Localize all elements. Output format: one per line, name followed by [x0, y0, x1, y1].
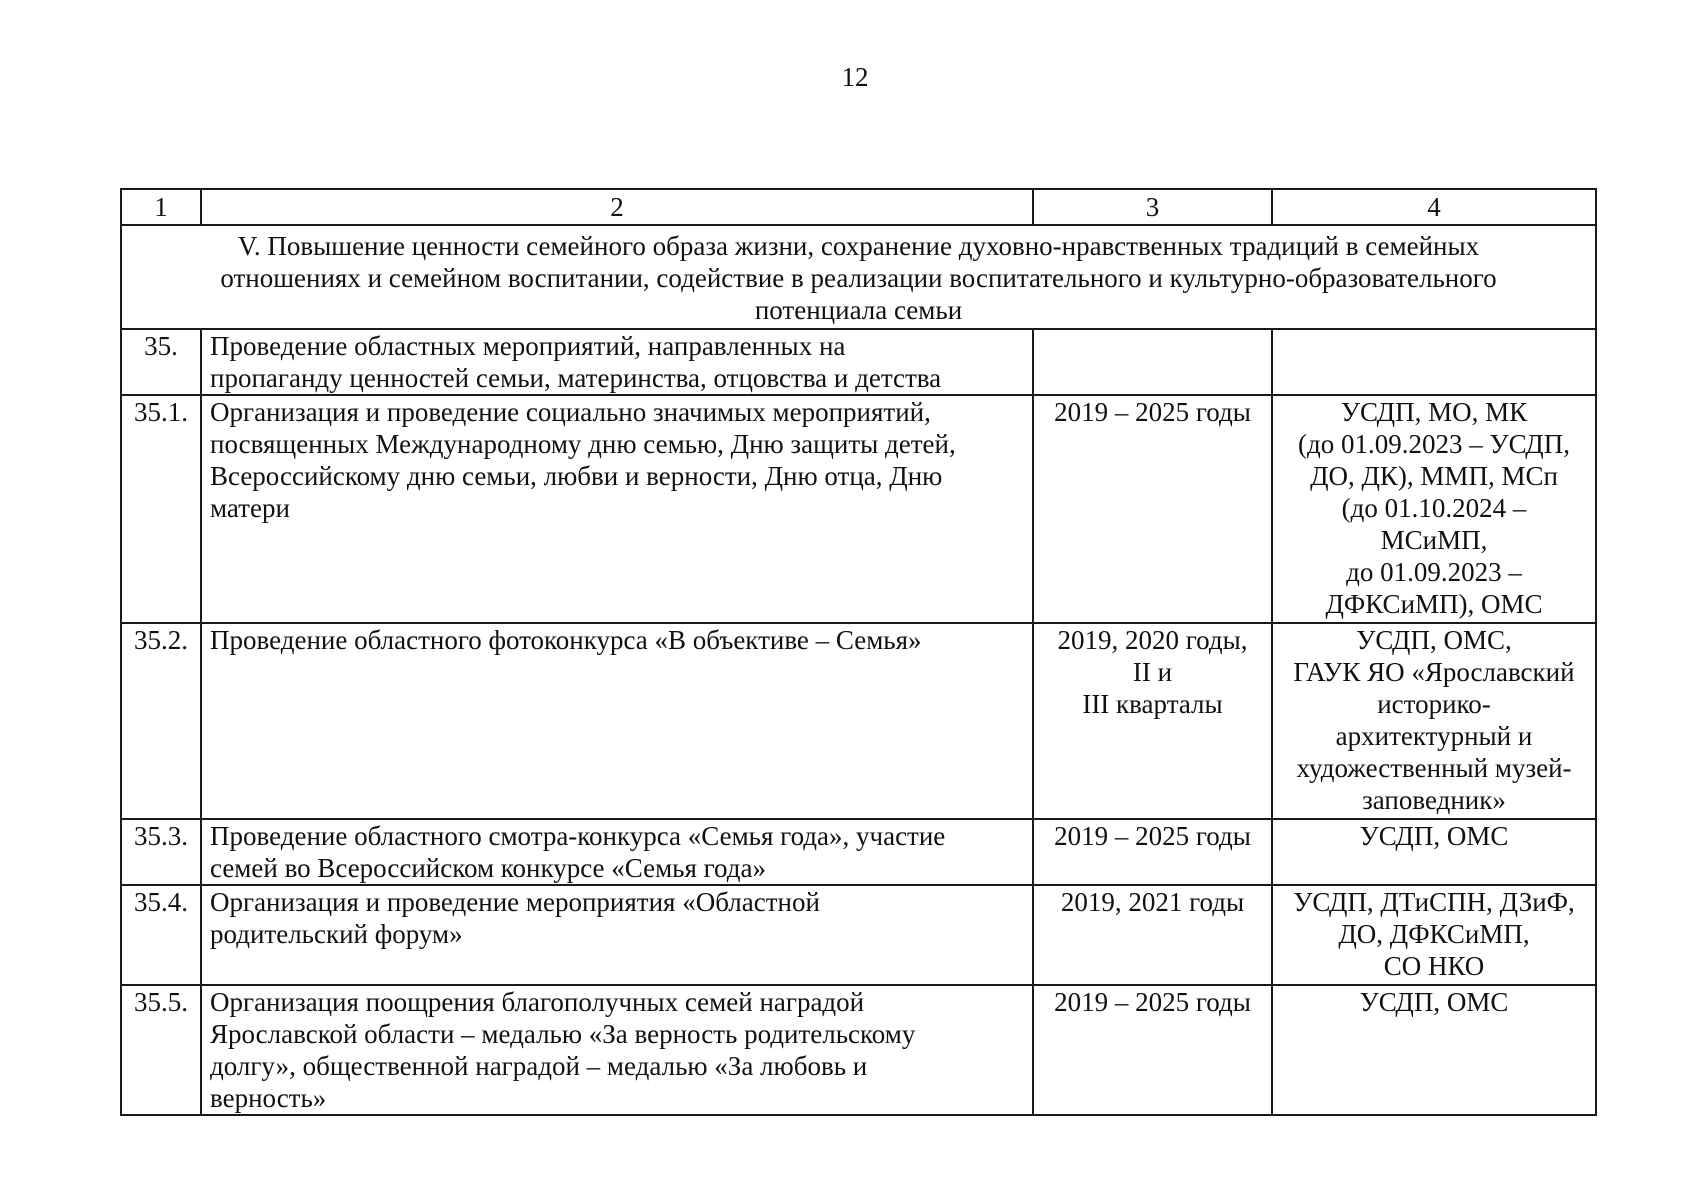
section-heading-row	[121, 225, 1596, 329]
responsible-cell: УСДП, ДТиСПН, ДЗиФ, ДО, ДФКСиМП, СО НКО	[1272, 885, 1596, 985]
activity-cell: Организация поощрения благополучных семей наградой Ярославской области – медалью «За верность родительскому долгу», общественной наградой – медалью «За любовь и верность»	[201, 985, 1033, 1115]
section-title: V. Повышение ценности семейного образа жизни, сохранение духовно-нравственных традиций в семейных отношениях и семейном воспитании, содействие в реализации воспитательного и культурно-образовательного потенциала семьи	[121, 225, 1596, 329]
row-number: 35.4.	[121, 885, 201, 985]
period-cell: 2019 – 2025 годы	[1033, 395, 1272, 623]
responsible-cell: УСДП, МО, МК (до 01.09.2023 – УСДП, ДО, ДК), ММП, МСп (до 01.10.2024 – МСиМП, до 01.09.2023 – ДФКСиМП), ОМС	[1272, 395, 1596, 623]
table-row	[121, 885, 1596, 985]
activity-cell: Проведение областного фотоконкурса «В объективе – Семья»	[201, 623, 1033, 819]
activities-table	[120, 188, 1597, 1116]
table-row	[121, 985, 1596, 1115]
page-number: 12	[841, 62, 869, 92]
table-row	[121, 329, 1596, 395]
column-header-1: 1	[121, 189, 201, 225]
row-number: 35.1.	[121, 395, 201, 623]
activity-cell: Организация и проведение социально значимых мероприятий, посвященных Международному дню семью, Дню защиты детей, Всероссийскому дню семьи, любви и верности, Дню отца, Дню матери	[201, 395, 1033, 623]
activity-cell: Проведение областного смотра-конкурса «Семья года», участие семей во Всероссийском конкурсе «Семья года»	[201, 819, 1033, 885]
period-cell	[1033, 329, 1272, 395]
row-number: 35.2.	[121, 623, 201, 819]
column-header-4: 4	[1272, 189, 1596, 225]
responsible-cell: УСДП, ОМС	[1272, 985, 1596, 1115]
activity-cell: Проведение областных мероприятий, направленных на пропаганду ценностей семьи, материнства, отцовства и детства	[201, 329, 1033, 395]
period-cell: 2019 – 2025 годы	[1033, 985, 1272, 1115]
period-cell: 2019 – 2025 годы	[1033, 819, 1272, 885]
row-number: 35.3.	[121, 819, 201, 885]
period-cell: 2019, 2020 годы, II и III кварталы	[1033, 623, 1272, 819]
column-number-row	[121, 189, 1596, 225]
column-header-3: 3	[1033, 189, 1272, 225]
column-header-2: 2	[201, 189, 1033, 225]
activity-cell: Организация и проведение мероприятия «Областной родительский форум»	[201, 885, 1033, 985]
table-row	[121, 623, 1596, 819]
responsible-cell: УСДП, ОМС	[1272, 819, 1596, 885]
responsible-cell	[1272, 329, 1596, 395]
table-row	[121, 819, 1596, 885]
period-cell: 2019, 2021 годы	[1033, 885, 1272, 985]
row-number: 35.5.	[121, 985, 201, 1115]
row-number: 35.	[121, 329, 201, 395]
table-row	[121, 395, 1596, 623]
responsible-cell: УСДП, ОМС, ГАУК ЯО «Ярославский историко- архитектурный и художественный музей- заповедник»	[1272, 623, 1596, 819]
